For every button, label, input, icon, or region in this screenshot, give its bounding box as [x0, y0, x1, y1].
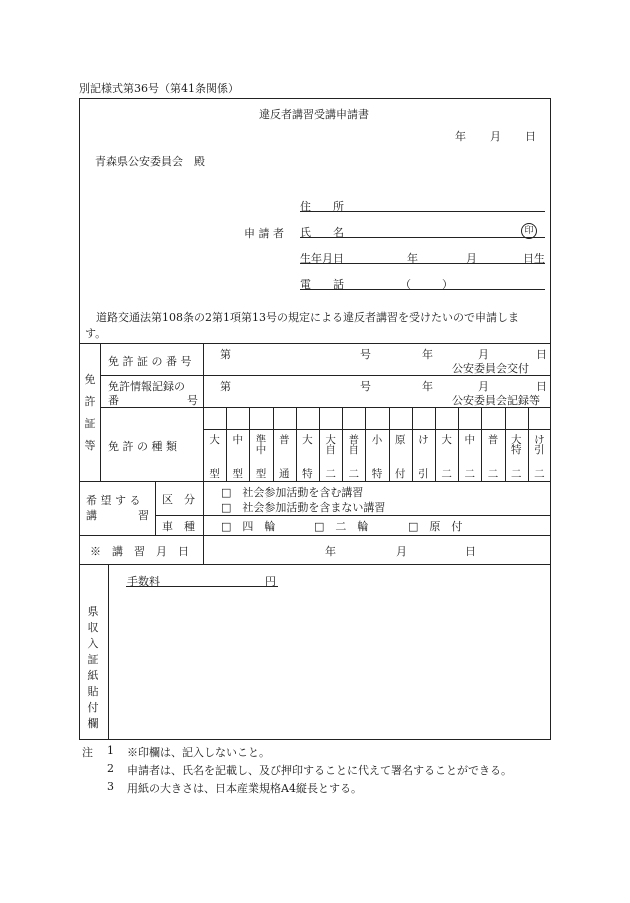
record-number-label-2b: 号 [187, 394, 198, 407]
license-type-char: 型 [232, 468, 244, 480]
stamp-side-char: 県 [87, 605, 99, 618]
license-type-cell[interactable] [250, 435, 272, 479]
fee-unit: 円 [265, 575, 276, 588]
birth-line [300, 263, 545, 264]
rule-license-side [100, 343, 101, 481]
notes-prefix: 注 [82, 746, 93, 759]
license-type-char: 小 [371, 434, 383, 446]
license-type-char: 大 [510, 434, 522, 446]
license-issuer: 公安委員会交付 [452, 362, 529, 375]
license-type-cell[interactable] [343, 435, 365, 479]
license-number-label: 免 許 証 の 番 号 [108, 355, 192, 368]
note-1-num: 1 [107, 744, 114, 757]
stamp-side-char: 入 [87, 637, 99, 650]
name-label: 氏 名 [300, 226, 344, 239]
license-side-char: 等 [84, 439, 96, 452]
fee-underline [126, 586, 278, 587]
license-type-cell[interactable] [389, 435, 411, 479]
license-type-cell[interactable] [436, 435, 458, 479]
date-year: 年 [455, 130, 466, 143]
date-month: 月 [490, 130, 501, 143]
rule-stamp-top [79, 564, 551, 565]
license-number-hi: 日 [536, 348, 547, 361]
vehicle-label: 車 種 [162, 520, 195, 533]
rule-course-labelcol [155, 481, 156, 535]
license-type-char: 自 [325, 444, 336, 456]
license-type-cell[interactable] [482, 435, 504, 479]
license-type-char: 二 [510, 468, 522, 480]
license-type-char: 特 [371, 468, 383, 480]
license-type-char: 普 [278, 434, 290, 446]
license-type-char: 特 [510, 444, 522, 456]
vehicle-four-wheel[interactable]: □ 四 輪 [221, 520, 276, 533]
form-number: 別記様式第36号（第41条関係） [79, 82, 239, 95]
birth-month: 月 [466, 252, 477, 265]
license-type-char: 普 [348, 434, 360, 446]
record-issuer: 公安委員会記録等 [452, 394, 540, 407]
license-type-char: 大 [302, 434, 313, 446]
license-type-cell[interactable] [204, 435, 226, 479]
license-type-cell[interactable] [320, 435, 342, 479]
license-type-char: 大 [209, 434, 220, 446]
date-day: 日 [525, 130, 536, 143]
rule-stamp-side [108, 564, 109, 740]
rule-course-top [79, 481, 551, 482]
license-type-char: 二 [348, 468, 360, 480]
form-frame [79, 98, 551, 740]
license-number-dai: 第 [220, 348, 231, 361]
phone-paren-open: （ [400, 278, 411, 291]
license-type-char: 型 [209, 468, 220, 480]
course-date-hi: 日 [465, 545, 476, 558]
license-type-cell[interactable] [412, 435, 434, 479]
license-type-char: け [534, 434, 545, 446]
stamp-side-char: 付 [87, 701, 99, 714]
stamp-side-char: 貼 [87, 685, 99, 698]
license-type-char: 引 [418, 468, 429, 480]
license-type-cell[interactable] [528, 435, 550, 479]
license-type-char: け [418, 434, 429, 446]
license-number-tsuki: 月 [478, 348, 489, 361]
license-number-go: 号 [360, 348, 371, 361]
address-label: 住 所 [300, 200, 344, 213]
license-type-char: 二 [464, 468, 476, 480]
course-date-tsuki: 月 [396, 545, 407, 558]
license-side-char: 証 [84, 417, 96, 430]
license-type-char: 型 [255, 468, 267, 480]
course-option-without-social[interactable]: □ 社会参加活動を含まない講習 [221, 501, 386, 514]
rule-course-valuecol [203, 481, 204, 564]
stamp-side-label [86, 604, 100, 732]
note-2-text: 申請者は、氏名を記載し、及び押印することに代えて署名することができる。 [127, 764, 512, 777]
course-date-label: ※ 講 習 月 日 [90, 545, 189, 558]
license-types-label: 免 許 の 種 類 [108, 440, 177, 453]
note-2-num: 2 [107, 762, 114, 775]
license-type-char: 特 [302, 468, 313, 480]
license-type-char: 原 [394, 434, 406, 446]
stamp-side-char: 紙 [87, 669, 99, 682]
rule-license-top [79, 343, 551, 344]
form-title: 違反者講習受講申請書 [259, 108, 369, 121]
license-type-char: 二 [534, 468, 545, 480]
birth-suffix: 日生 [523, 252, 545, 265]
license-type-char: 付 [394, 468, 406, 480]
seal-mark: 印 [521, 223, 537, 239]
license-type-char: 大 [325, 434, 336, 446]
phone-paren-close: ） [442, 278, 453, 291]
record-number-label-1: 免許情報記録の [108, 380, 185, 393]
vehicle-moped[interactable]: □ 原 付 [408, 520, 463, 533]
course-date-nen: 年 [325, 545, 336, 558]
license-type-char: 二 [487, 468, 499, 480]
rule-course-mid [155, 515, 551, 516]
rule-date-top [79, 535, 551, 536]
birth-label: 生年月日 [300, 252, 344, 265]
name-line [300, 237, 545, 238]
license-side-char: 許 [84, 395, 96, 408]
record-number-hi: 日 [536, 380, 547, 393]
license-type-char: 二 [325, 468, 336, 480]
record-number-dai: 第 [220, 380, 231, 393]
license-type-char: 中 [232, 434, 244, 446]
license-type-cell[interactable] [505, 435, 527, 479]
stamp-side-char: 収 [87, 621, 99, 634]
category-label: 区 分 [162, 493, 195, 506]
note-3-text: 用紙の大きさは、日本産業規格A4縦長とする。 [127, 782, 362, 795]
note-1-text: ※印欄は、記入しないこと。 [127, 746, 270, 759]
course-label-2a: 講 [86, 509, 97, 522]
rule-types-inner [203, 429, 551, 430]
birth-year: 年 [407, 252, 418, 265]
applicant-label: 申 請 者 [244, 227, 284, 240]
license-type-char: 通 [278, 468, 290, 480]
course-label-2b: 習 [138, 509, 149, 522]
statement-line-1: 道路交通法第108条の2第1項第13号の規定による違反者講習を受けたいので申請しま [96, 311, 519, 324]
license-type-cell[interactable] [296, 435, 318, 479]
fee-label: 手数料 [127, 575, 160, 588]
record-number-go: 号 [360, 380, 371, 393]
stamp-side-char: 欄 [87, 717, 99, 730]
license-type-char: 中 [464, 434, 476, 446]
note-3-num: 3 [107, 780, 114, 793]
record-number-label-2a: 番 [108, 394, 119, 407]
license-type-char: 普 [487, 434, 499, 446]
course-label-1: 希 望 す る [86, 494, 141, 507]
license-side-label [83, 372, 97, 454]
addressee: 青森県公安委員会 殿 [95, 155, 205, 168]
license-type-cell[interactable] [227, 435, 249, 479]
address-line [300, 211, 545, 212]
license-number-nen: 年 [422, 348, 433, 361]
vehicle-two-wheel[interactable]: □ 二 輪 [314, 520, 369, 533]
statement-line-2: す。 [85, 327, 107, 340]
license-type-char: 自 [348, 444, 360, 456]
license-type-char: 大 [441, 434, 452, 446]
record-number-nen: 年 [422, 380, 433, 393]
license-type-cell[interactable] [459, 435, 481, 479]
license-type-char: 引 [534, 444, 545, 456]
phone-label: 電 話 [300, 278, 344, 291]
license-type-char: 準 [255, 434, 267, 446]
record-number-tsuki: 月 [478, 380, 489, 393]
license-type-cell[interactable] [366, 435, 388, 479]
phone-line [300, 289, 545, 290]
license-side-char: 免 [84, 373, 96, 386]
license-type-char: 二 [441, 468, 452, 480]
course-option-with-social[interactable]: □ 社会参加活動を含む講習 [221, 486, 364, 499]
stamp-side-char: 証 [87, 653, 99, 666]
license-type-char: 中 [255, 444, 267, 456]
license-type-cell[interactable] [273, 435, 295, 479]
